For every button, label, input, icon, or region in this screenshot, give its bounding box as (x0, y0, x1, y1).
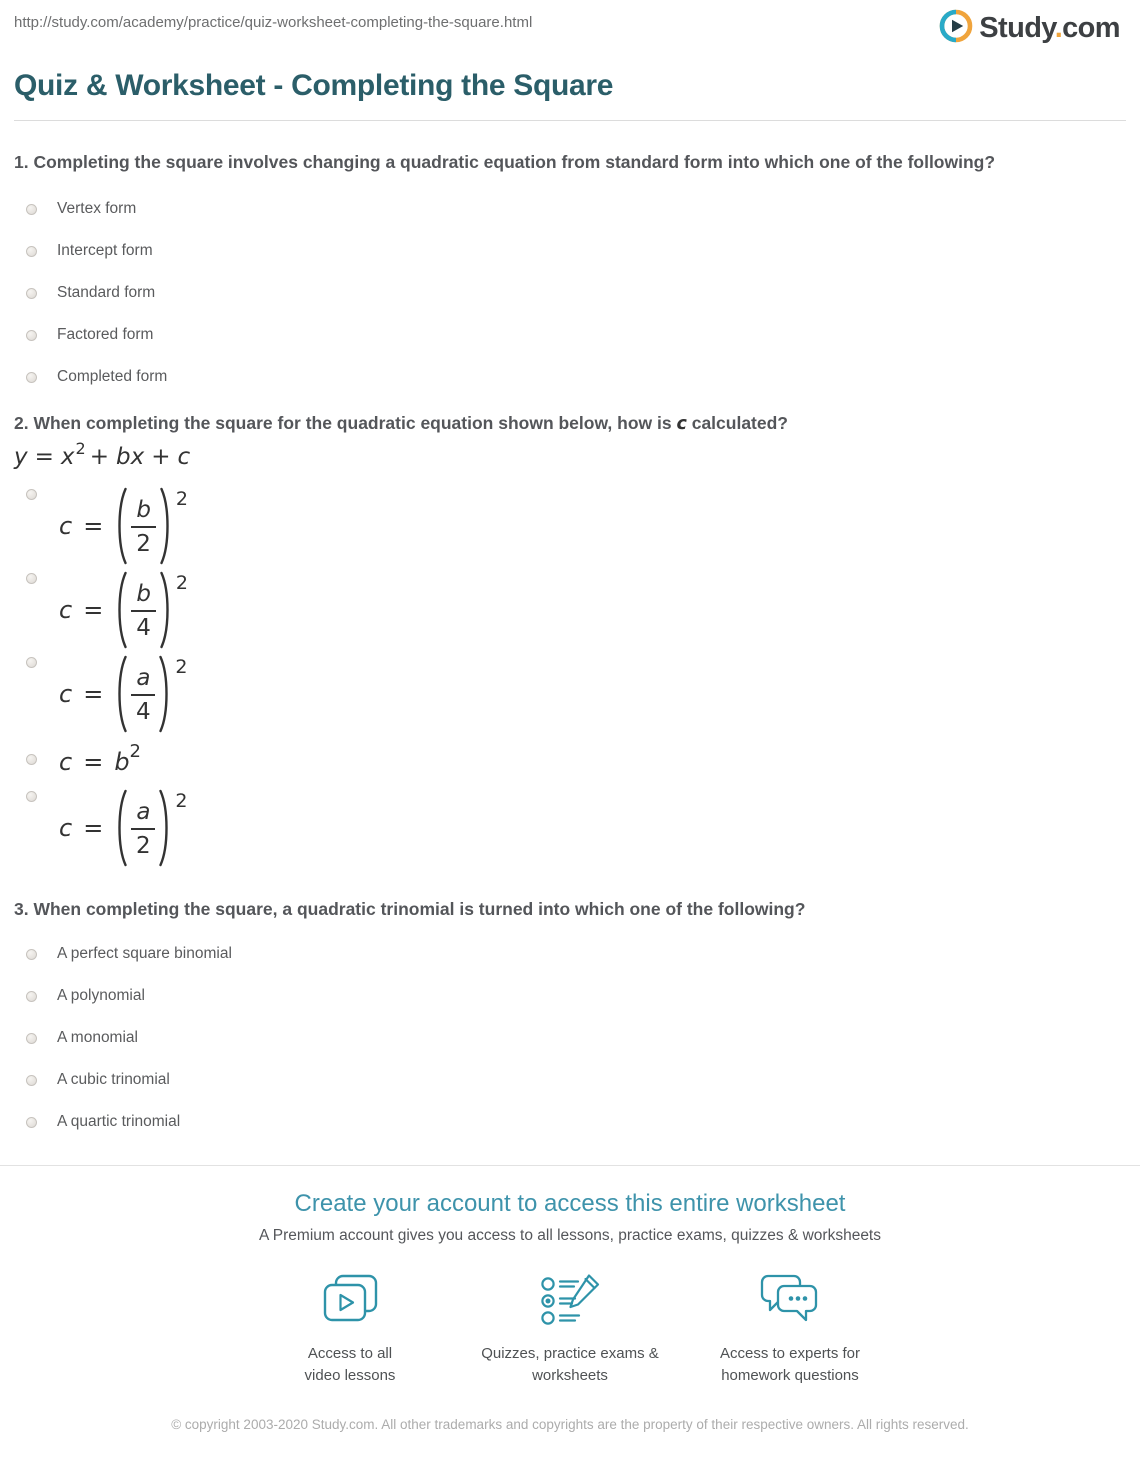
feature-label: Access to experts for homework questions (719, 1345, 861, 1385)
q3-option-cubic-trinomial[interactable] (26, 1071, 1126, 1089)
option-label: A polynomial (57, 987, 145, 1005)
radio-button[interactable] (26, 1117, 37, 1128)
footer-divider (0, 1165, 1140, 1166)
right-paren-icon (158, 654, 172, 734)
option-label: A quartic trinomial (57, 1113, 181, 1131)
q2-option-b-over-4-squared[interactable] (26, 570, 1126, 650)
q3-option-polynomial[interactable] (26, 987, 1126, 1005)
radio-button[interactable] (26, 791, 37, 802)
option-label: A monomial (57, 1029, 138, 1047)
option-label: Intercept form (57, 242, 153, 260)
footer (0, 1190, 1140, 1435)
left-paren-icon (114, 486, 128, 566)
feature-video-lessons (250, 1273, 450, 1387)
option-label: Factored form (57, 326, 154, 344)
radio-button[interactable] (26, 573, 37, 584)
radio-button[interactable] (26, 372, 37, 383)
radio-button[interactable] (26, 489, 37, 500)
radio-button[interactable] (26, 288, 37, 299)
page-title: Quiz & Worksheet - Completing the Square (14, 69, 614, 102)
q1-option-intercept-form[interactable] (26, 242, 1126, 260)
studycom-logo[interactable] (939, 9, 1120, 48)
math-formula: c = $\frac{a}{4}$ 2 (59, 654, 188, 734)
radio-button[interactable] (26, 204, 37, 215)
question-2-title: 2. When completing the square for the quadratic equation shown below, how is c calculated? (14, 413, 788, 435)
radio-button[interactable] (26, 1033, 37, 1044)
question-2-equation: y = x 2 + bx + c (14, 439, 191, 471)
feature-expert-chat (690, 1273, 890, 1387)
feature-list (0, 1273, 1140, 1387)
right-paren-icon (159, 486, 173, 566)
studycom-logo-text: Study.com (979, 12, 1120, 44)
radio-button[interactable] (26, 991, 37, 1002)
q2-option-b-squared[interactable] (26, 740, 1126, 777)
option-label: A cubic trinomial (57, 1071, 170, 1089)
radio-button[interactable] (26, 949, 37, 960)
radio-button[interactable] (26, 330, 37, 341)
radio-button[interactable] (26, 1075, 37, 1086)
q1-option-vertex-form[interactable] (26, 200, 1126, 218)
right-paren-icon (159, 570, 173, 650)
q3-option-perfect-square-binomial[interactable] (26, 945, 1126, 963)
question-3-title: 3. When completing the square, a quadratic trinomial is turned into which one of the following? (14, 899, 806, 920)
quizzes-worksheets-icon (538, 1273, 602, 1336)
page-url: http://study.com/academy/practice/quiz-worksheet-completing-the-square.html (14, 14, 533, 31)
math-formula: c = $\frac{b}{2}$ 2 (59, 486, 188, 566)
option-label: A perfect square binomial (57, 945, 232, 963)
title-divider (14, 120, 1126, 121)
radio-button[interactable] (26, 754, 37, 765)
q2-option-a-over-4-squared[interactable] (26, 654, 1126, 734)
q1-option-completed-form[interactable] (26, 368, 1126, 386)
feature-label: Quizzes, practice exams & worksheets (481, 1345, 659, 1385)
q1-option-standard-form[interactable] (26, 284, 1126, 302)
feature-label: Access to all video lessons (304, 1345, 396, 1385)
create-account-heading: Create your account to access this entire worksheet (294, 1190, 846, 1218)
q3-option-quartic-trinomial[interactable] (26, 1113, 1126, 1131)
q3-option-monomial[interactable] (26, 1029, 1126, 1047)
radio-button[interactable] (26, 246, 37, 257)
q2-option-a-over-2-squared[interactable] (26, 788, 1126, 868)
premium-subheading: A Premium account gives you access to all lessons, practice exams, quizzes & worksheets (259, 1227, 881, 1245)
question-3-options (14, 945, 1126, 1131)
left-paren-icon (114, 654, 128, 734)
left-paren-icon (114, 570, 128, 650)
math-formula: c = $\frac{a}{2}$ 2 (59, 788, 188, 868)
question-1-options (14, 200, 1126, 386)
radio-button[interactable] (26, 657, 37, 668)
question-2-options (14, 486, 1126, 868)
studycom-logo-icon (939, 9, 973, 48)
q2-option-b-over-2-squared[interactable] (26, 486, 1126, 566)
option-label: Vertex form (57, 200, 137, 218)
option-label: Standard form (57, 284, 156, 302)
left-paren-icon (114, 788, 128, 868)
option-label: Completed form (57, 368, 168, 386)
video-lessons-icon (319, 1273, 381, 1336)
copyright-text: © copyright 2003-2020 Study.com. All other trademarks and copyrights are the property of their respective owners. All rights reserved. (171, 1416, 969, 1432)
right-paren-icon (158, 788, 172, 868)
q1-option-factored-form[interactable] (26, 326, 1126, 344)
math-formula: c = $\frac{b}{4}$ 2 (59, 570, 188, 650)
expert-chat-icon (758, 1273, 822, 1336)
question-1-title: 1. Completing the square involves changing a quadratic equation from standard form into which one of the following? (14, 152, 996, 172)
italic-variable: c (676, 414, 687, 435)
math-formula: c = b 2 (59, 740, 141, 777)
feature-quizzes-worksheets (470, 1273, 670, 1387)
